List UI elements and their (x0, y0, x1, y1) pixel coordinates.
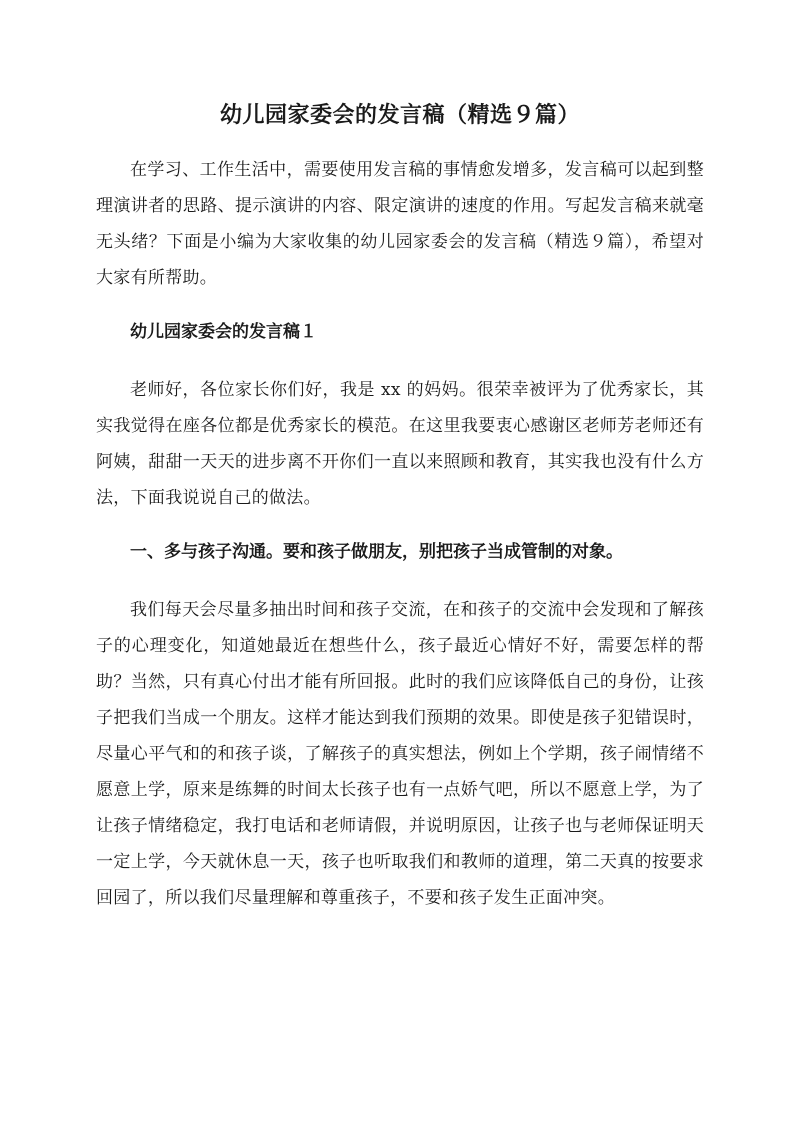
body-paragraph-1: 老师好，各位家长你们好，我是 xx 的妈妈。很荣幸被评为了优秀家长，其实我觉得在座各位都是优秀家长的模范。在这里我要衷心感谢区老师芳老师还有阿姨，甜甜一天天的进步离不开你们一直以来照顾和教育，其实我也没有什么方法，下面我说说自己的做法。 (96, 380, 704, 508)
section-title: 幼儿园家委会的发言稿１ (130, 322, 317, 342)
document-title: 幼儿园家委会的发言稿（精选９篇） (219, 102, 580, 128)
body-paragraph-2: 我们每天会尽量多抽出时间和孩子交流，在和孩子的交流中会发现和了解孩子的心理变化，知道她最近在想些什么，孩子最近心情好不好，需要怎样的帮助？当然，只有真心付出才能有所回报。此时的我们应该降低自己的身份，让孩子把我们当成一个朋友。这样才能达到我们预期的效果。即使是孩子犯错误时，尽量心平气和的和孩子谈，了解孩子的真实想法，例如上个学期，孩子闹情绪不愿意上学，原来是练舞的时间太长孩子也有一点娇气吧，所以不愿意上学，为了让孩子情绪稳定，我打电话和老师请假，并说明原因，让孩子也与老师保证明天一定上学，今天就休息一天，孩子也听取我们和教师的道理，第二天真的按要求回园了，所以我们尽量理解和尊重孩子，不要和孩子发生正面冲突。 (96, 600, 704, 908)
intro-paragraph: 在学习、工作生活中，需要使用发言稿的事情愈发增多，发言稿可以起到整理演讲者的思路、提示演讲的内容、限定演讲的速度的作用。写起发言稿来就毫无头绪？下面是小编为大家收集的幼儿园家委会的发言稿（精选９篇），希望对大家有所帮助。 (96, 160, 704, 288)
point-heading-1: 一、多与孩子沟通。要和孩子做朋友，别把孩子当成管制的对象。 (130, 542, 623, 562)
